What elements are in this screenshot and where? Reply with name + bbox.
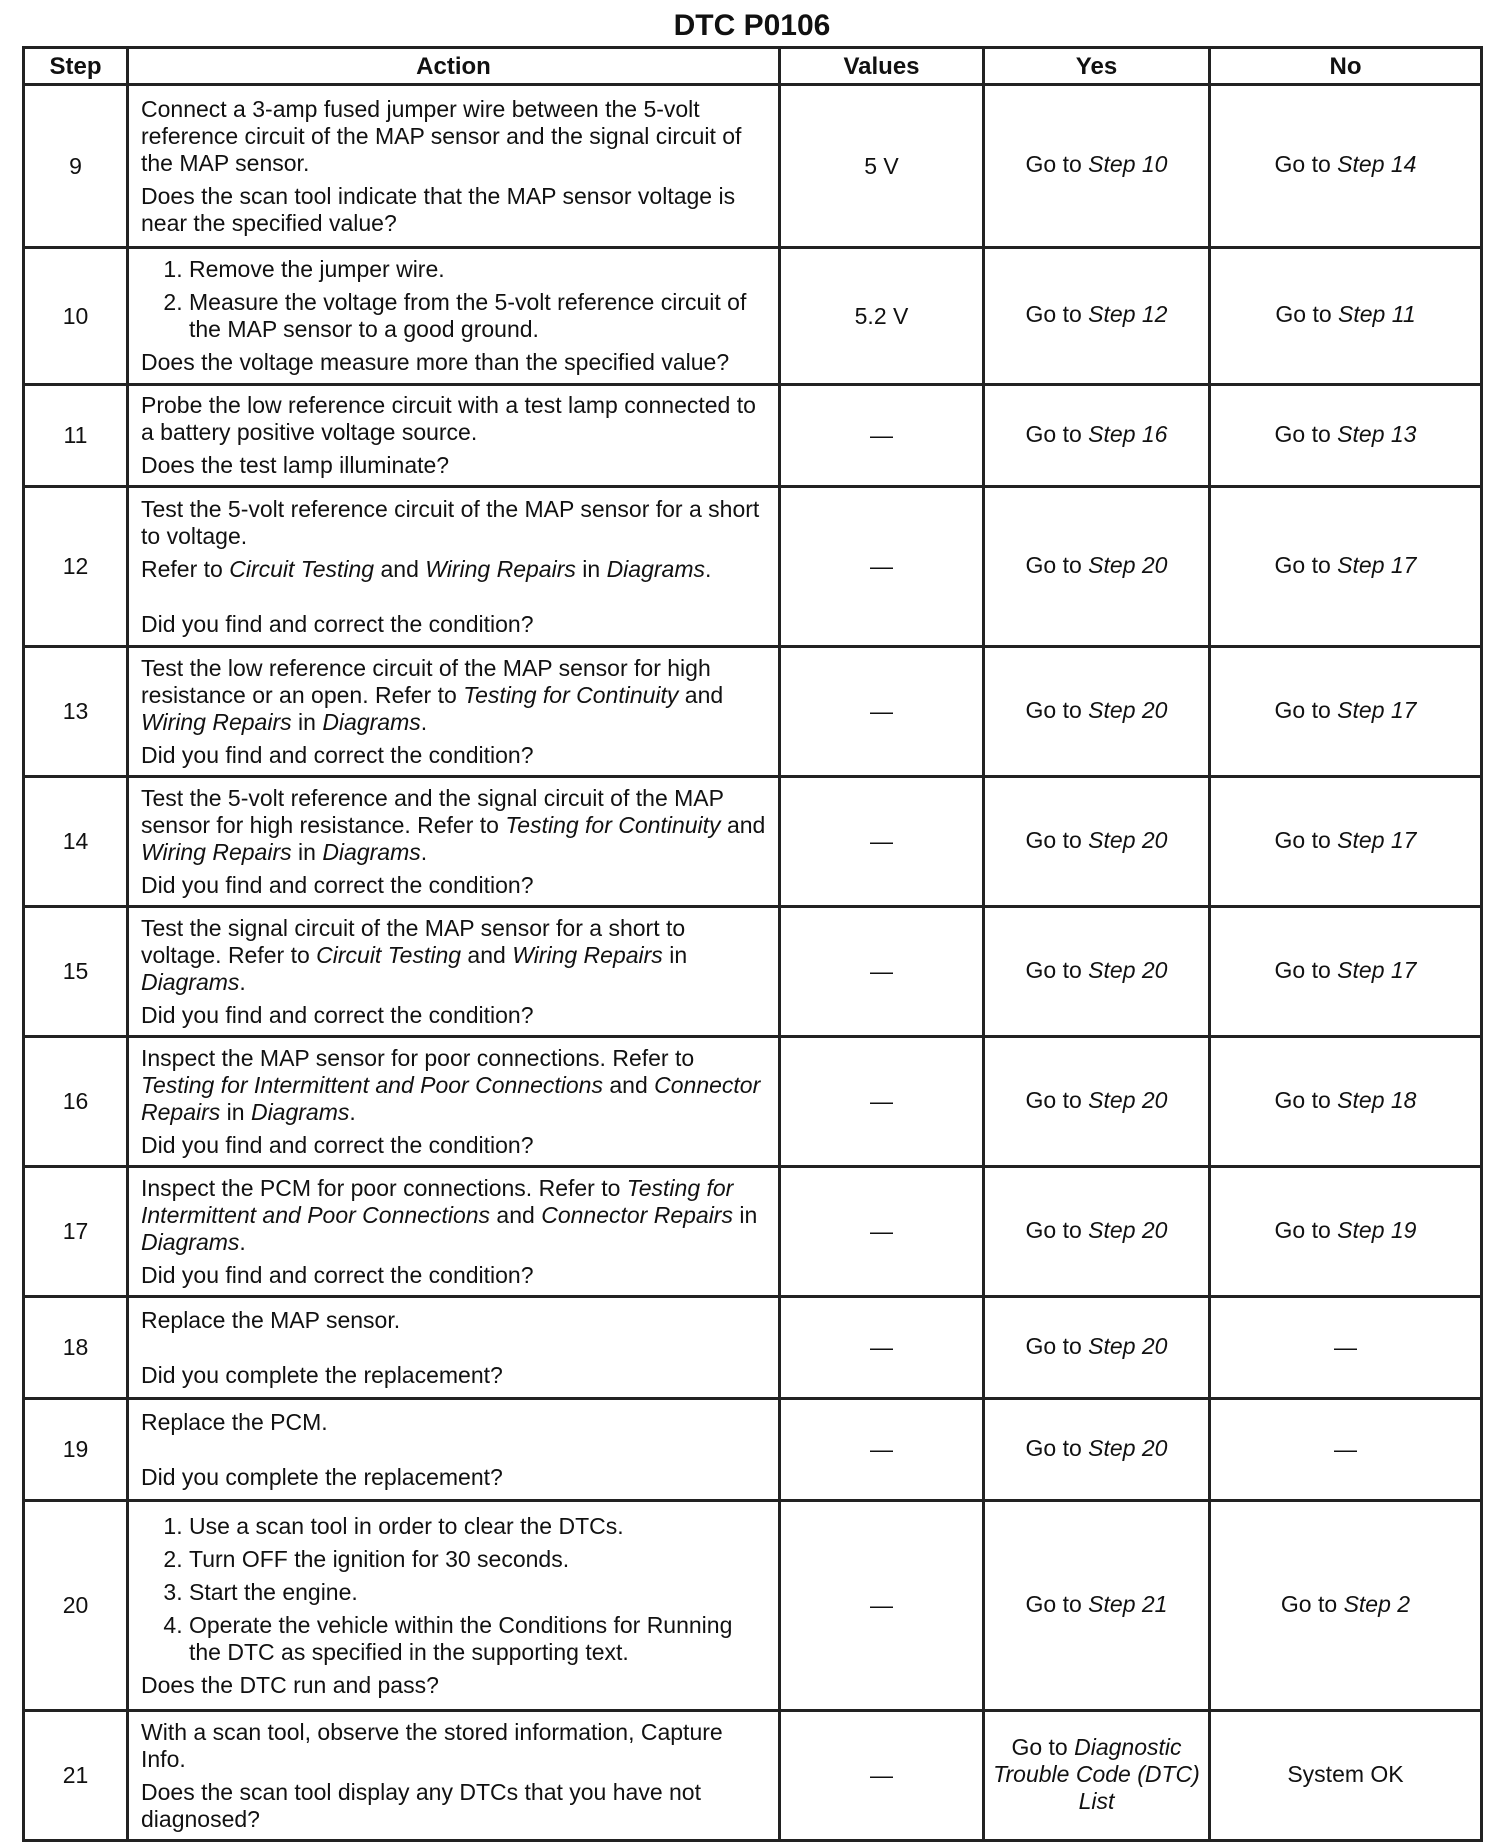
no-step-ref: Step 17	[1337, 826, 1417, 853]
ref-link: Testing for Intermittent and Poor Connections	[141, 1071, 603, 1098]
action-cell	[128, 1037, 780, 1167]
table-row	[24, 85, 1482, 248]
ref-link: Diagrams	[250, 1098, 350, 1125]
no-step-ref: Step 19	[1337, 1216, 1417, 1243]
action-steps	[141, 1513, 768, 1666]
no-cell	[1210, 385, 1482, 487]
action-text: Test the 5-volt reference circuit of the MAP sensor for a short to voltage.	[141, 495, 760, 549]
action-text: Replace the MAP sensor.	[141, 1306, 401, 1333]
ref-link: Testing for Continuity	[505, 811, 721, 838]
ref-text: .	[420, 838, 428, 865]
step-number: 12	[24, 487, 128, 647]
value-cell: —	[780, 1399, 984, 1501]
no-step-ref: Step 17	[1337, 551, 1417, 578]
no-cell	[1210, 777, 1482, 907]
yes-cell	[984, 777, 1210, 907]
yes-prefix: Go to	[1025, 826, 1089, 853]
ref-link: Diagrams	[606, 555, 705, 582]
value-cell: —	[780, 1711, 984, 1841]
no-cell	[1210, 85, 1482, 248]
no-prefix: Go to	[1274, 696, 1338, 723]
action-question: Did you complete the replacement?	[141, 1361, 503, 1388]
ref-text: and	[678, 681, 724, 708]
no-prefix: Go to	[1274, 551, 1338, 578]
ref-text: Inspect the PCM for poor connections. Refer to	[141, 1174, 627, 1201]
yes-step-ref: Step 12	[1088, 301, 1168, 327]
value-cell: —	[780, 1297, 984, 1399]
ref-text: and	[490, 1201, 542, 1228]
ref-link: Wiring Repairs	[141, 838, 292, 865]
step-number: 19	[24, 1399, 128, 1501]
action-cell	[128, 907, 780, 1037]
action-cell	[128, 777, 780, 907]
action-question: Did you find and correct the condition?	[141, 741, 534, 768]
yes-prefix: Go to	[1025, 1216, 1089, 1243]
yes-prefix: Go to	[1025, 1434, 1089, 1461]
table-row	[24, 1501, 1482, 1711]
step-number: 17	[24, 1167, 128, 1297]
action-cell	[128, 1167, 780, 1297]
action-text: Probe the low reference circuit with a test lamp connected to a battery positive voltage source.	[141, 392, 756, 445]
value-cell: 5.2 V	[780, 248, 984, 385]
value-cell: —	[780, 647, 984, 777]
ref-text: .	[239, 968, 246, 995]
step-number: 10	[24, 248, 128, 385]
no-prefix: Go to	[1280, 1590, 1344, 1617]
yes-prefix: Go to	[1025, 420, 1089, 447]
value-cell: —	[780, 1037, 984, 1167]
action-cell	[128, 385, 780, 487]
action-cell	[128, 1297, 780, 1399]
yes-prefix: Go to	[1025, 1590, 1089, 1617]
table-row	[24, 907, 1482, 1037]
ref-text: and	[720, 811, 766, 838]
no-step-ref: Step 13	[1337, 420, 1417, 447]
table-row	[24, 1711, 1482, 1841]
action-question: Does the test lamp illuminate?	[141, 452, 450, 478]
ref-text: and	[374, 555, 426, 582]
yes-step-ref: Diagnostic Trouble Code (DTC) List	[993, 1733, 1200, 1814]
no-cell	[1210, 1167, 1482, 1297]
ref-link: Circuit Testing	[316, 941, 462, 968]
no-prefix: Go to	[1274, 420, 1338, 447]
yes-step-ref: Step 16	[1088, 420, 1168, 447]
ref-link: Diagrams	[141, 1228, 240, 1255]
ref-link: Wiring Repairs	[425, 555, 576, 582]
ref-text: in	[575, 555, 607, 582]
yes-step-ref: Step 20	[1088, 696, 1168, 723]
ref-text: Test the low reference circuit of the MAP sensor for high resistance or an open. Refer to	[141, 654, 711, 708]
action-question: Did you find and correct the condition?	[141, 1261, 534, 1288]
ref-link: Wiring Repairs	[512, 941, 663, 968]
table-row	[24, 777, 1482, 907]
yes-step-ref: Step 10	[1088, 151, 1168, 177]
no-prefix: Go to	[1274, 151, 1338, 177]
ref-link: Connector Repairs	[141, 1071, 761, 1125]
action-cell	[128, 85, 780, 248]
no-prefix: Go to	[1274, 1086, 1338, 1113]
header-no: No	[1210, 48, 1482, 85]
action-steps	[141, 256, 768, 343]
ref-link: Circuit Testing	[229, 555, 375, 582]
yes-cell	[984, 1399, 1210, 1501]
ref-text: and	[461, 941, 513, 968]
yes-prefix: Go to	[1011, 1733, 1075, 1760]
no-step-ref: Step 17	[1337, 696, 1417, 723]
step-number: 9	[24, 85, 128, 248]
ref-link: Connector Repairs	[541, 1201, 733, 1228]
ref-text: Refer to	[141, 555, 230, 582]
action-question: Does the scan tool display any DTCs that you have not diagnosed?	[141, 1778, 701, 1832]
action-cell	[128, 487, 780, 647]
step-number: 20	[24, 1501, 128, 1711]
action-cell	[128, 248, 780, 385]
no-cell: System OK	[1210, 1711, 1482, 1841]
yes-step-ref: Step 20	[1088, 1434, 1168, 1461]
action-text: Connect a 3-amp fused jumper wire between the 5-volt reference circuit of the MAP sensor and the signal circuit of the MAP sensor.	[141, 95, 742, 176]
action-step-item: 1. Use a scan tool in order to clear the DTCs.	[189, 1513, 768, 1540]
ref-link: Diagrams	[322, 838, 421, 865]
yes-cell	[984, 1711, 1210, 1841]
ref-link: Wiring Repairs	[141, 708, 292, 735]
ref-text: .	[420, 708, 428, 735]
no-cell: —	[1210, 1399, 1482, 1501]
yes-step-ref: Step 20	[1088, 1086, 1168, 1113]
action-step-item: 3. Start the engine.	[189, 1579, 768, 1606]
action-question: Did you find and correct the condition?	[141, 1131, 534, 1158]
table-row	[24, 1297, 1482, 1399]
ref-link: Testing for Intermittent and Poor Connections	[141, 1174, 734, 1228]
action-step-item: 2. Turn OFF the ignition for 30 seconds.	[189, 1546, 768, 1573]
table-row	[24, 1037, 1482, 1167]
ref-text: Test the signal circuit of the MAP sensor for a short to voltage. Refer to	[141, 914, 686, 968]
action-question: Did you find and correct the condition?	[141, 1001, 534, 1028]
no-prefix: Go to	[1275, 301, 1339, 327]
action-text: Replace the PCM.	[141, 1408, 328, 1435]
yes-cell	[984, 1501, 1210, 1711]
no-cell	[1210, 487, 1482, 647]
ref-link: Diagrams	[322, 708, 421, 735]
table-row	[24, 647, 1482, 777]
table-row	[24, 248, 1482, 385]
action-text	[141, 915, 768, 996]
action-cell	[128, 1399, 780, 1501]
value-cell: —	[780, 1167, 984, 1297]
table-row	[24, 385, 1482, 487]
yes-step-ref: Step 20	[1088, 826, 1168, 853]
action-text	[141, 655, 768, 736]
action-step-item: 2. Measure the voltage from the 5-volt reference circuit of the MAP sensor to a good ground.	[189, 289, 768, 343]
header-action: Action	[128, 48, 780, 85]
action-text: With a scan tool, observe the stored information, Capture Info.	[141, 1718, 723, 1772]
value-cell: —	[780, 1501, 984, 1711]
no-cell: —	[1210, 1297, 1482, 1399]
step-number: 13	[24, 647, 128, 777]
yes-cell	[984, 1297, 1210, 1399]
action-cell	[128, 1711, 780, 1841]
action-text	[141, 1045, 768, 1126]
table-row	[24, 487, 1482, 647]
ref-text: in	[732, 1201, 758, 1228]
action-question: Did you find and correct the condition?	[141, 871, 534, 898]
ref-text: .	[349, 1098, 356, 1125]
ref-text: in	[220, 1098, 251, 1125]
ref-text: and	[602, 1071, 655, 1098]
value-cell: 5 V	[780, 85, 984, 248]
table-row	[24, 1167, 1482, 1297]
yes-cell	[984, 907, 1210, 1037]
step-number: 15	[24, 907, 128, 1037]
yes-cell	[984, 248, 1210, 385]
action-question: Does the scan tool indicate that the MAP sensor voltage is near the specified value?	[141, 182, 736, 236]
action-question: Does the DTC run and pass?	[141, 1671, 439, 1698]
no-step-ref: Step 14	[1337, 151, 1417, 177]
ref-link: Testing for Continuity	[463, 681, 679, 708]
step-number: 11	[24, 385, 128, 487]
no-cell	[1210, 1037, 1482, 1167]
step-number: 16	[24, 1037, 128, 1167]
ref-text: Test the 5-volt reference and the signal circuit of the MAP sensor for high resistance. Refer to	[141, 784, 724, 838]
action-text	[141, 1175, 768, 1256]
ref-text: in	[291, 838, 323, 865]
action-cell	[128, 647, 780, 777]
ref-text: Inspect the MAP sensor for poor connections. Refer to	[141, 1044, 695, 1071]
value-cell: —	[780, 777, 984, 907]
yes-cell	[984, 647, 1210, 777]
no-step-ref: Step 11	[1338, 301, 1416, 327]
no-step-ref: Step 17	[1337, 956, 1417, 983]
no-prefix: Go to	[1274, 956, 1338, 983]
page-title: DTC P0106	[673, 9, 831, 42]
yes-prefix: Go to	[1025, 696, 1089, 723]
ref-text: .	[239, 1228, 246, 1255]
value-cell: —	[780, 907, 984, 1037]
action-step-item: 1. Remove the jumper wire.	[189, 256, 768, 283]
action-cell	[128, 1501, 780, 1711]
no-step-ref: Step 18	[1337, 1086, 1417, 1113]
ref-text: in	[291, 708, 323, 735]
ref-text: .	[704, 555, 712, 582]
action-question: Does the voltage measure more than the specified value?	[141, 349, 730, 375]
header-yes: Yes	[984, 48, 1210, 85]
no-prefix: Go to	[1274, 1216, 1338, 1243]
no-cell	[1210, 647, 1482, 777]
yes-prefix: Go to	[1025, 1086, 1089, 1113]
action-text	[141, 785, 768, 866]
action-question: Did you find and correct the condition?	[141, 610, 534, 637]
table-header-row	[24, 48, 1482, 85]
no-step-ref: Step 2	[1343, 1590, 1411, 1617]
action-reference	[141, 556, 768, 583]
diagnostic-table	[22, 46, 1483, 1842]
no-cell	[1210, 907, 1482, 1037]
yes-step-ref: Step 20	[1088, 956, 1168, 983]
no-prefix: Go to	[1274, 826, 1338, 853]
yes-cell	[984, 1037, 1210, 1167]
action-question: Did you complete the replacement?	[141, 1463, 503, 1490]
table-row	[24, 1399, 1482, 1501]
yes-prefix: Go to	[1025, 551, 1089, 578]
yes-step-ref: Step 21	[1088, 1590, 1168, 1617]
value-cell: —	[780, 385, 984, 487]
yes-step-ref: Step 20	[1088, 551, 1168, 578]
yes-prefix: Go to	[1025, 301, 1089, 327]
yes-cell	[984, 487, 1210, 647]
ref-link: Diagrams	[141, 968, 240, 995]
header-step: Step	[24, 48, 128, 85]
step-number: 21	[24, 1711, 128, 1841]
ref-text: in	[662, 941, 688, 968]
action-step-item: 4. Operate the vehicle within the Conditions for Running the DTC as specified in the supporting text.	[189, 1612, 768, 1666]
step-number: 14	[24, 777, 128, 907]
yes-cell	[984, 1167, 1210, 1297]
header-values: Values	[780, 48, 984, 85]
yes-cell	[984, 85, 1210, 248]
yes-prefix: Go to	[1025, 151, 1089, 177]
yes-step-ref: Step 20	[1088, 1216, 1168, 1243]
yes-cell	[984, 385, 1210, 487]
yes-step-ref: Step 20	[1088, 1332, 1168, 1359]
value-cell: —	[780, 487, 984, 647]
step-number: 18	[24, 1297, 128, 1399]
no-cell	[1210, 248, 1482, 385]
yes-prefix: Go to	[1025, 956, 1089, 983]
no-cell	[1210, 1501, 1482, 1711]
yes-prefix: Go to	[1025, 1332, 1089, 1359]
